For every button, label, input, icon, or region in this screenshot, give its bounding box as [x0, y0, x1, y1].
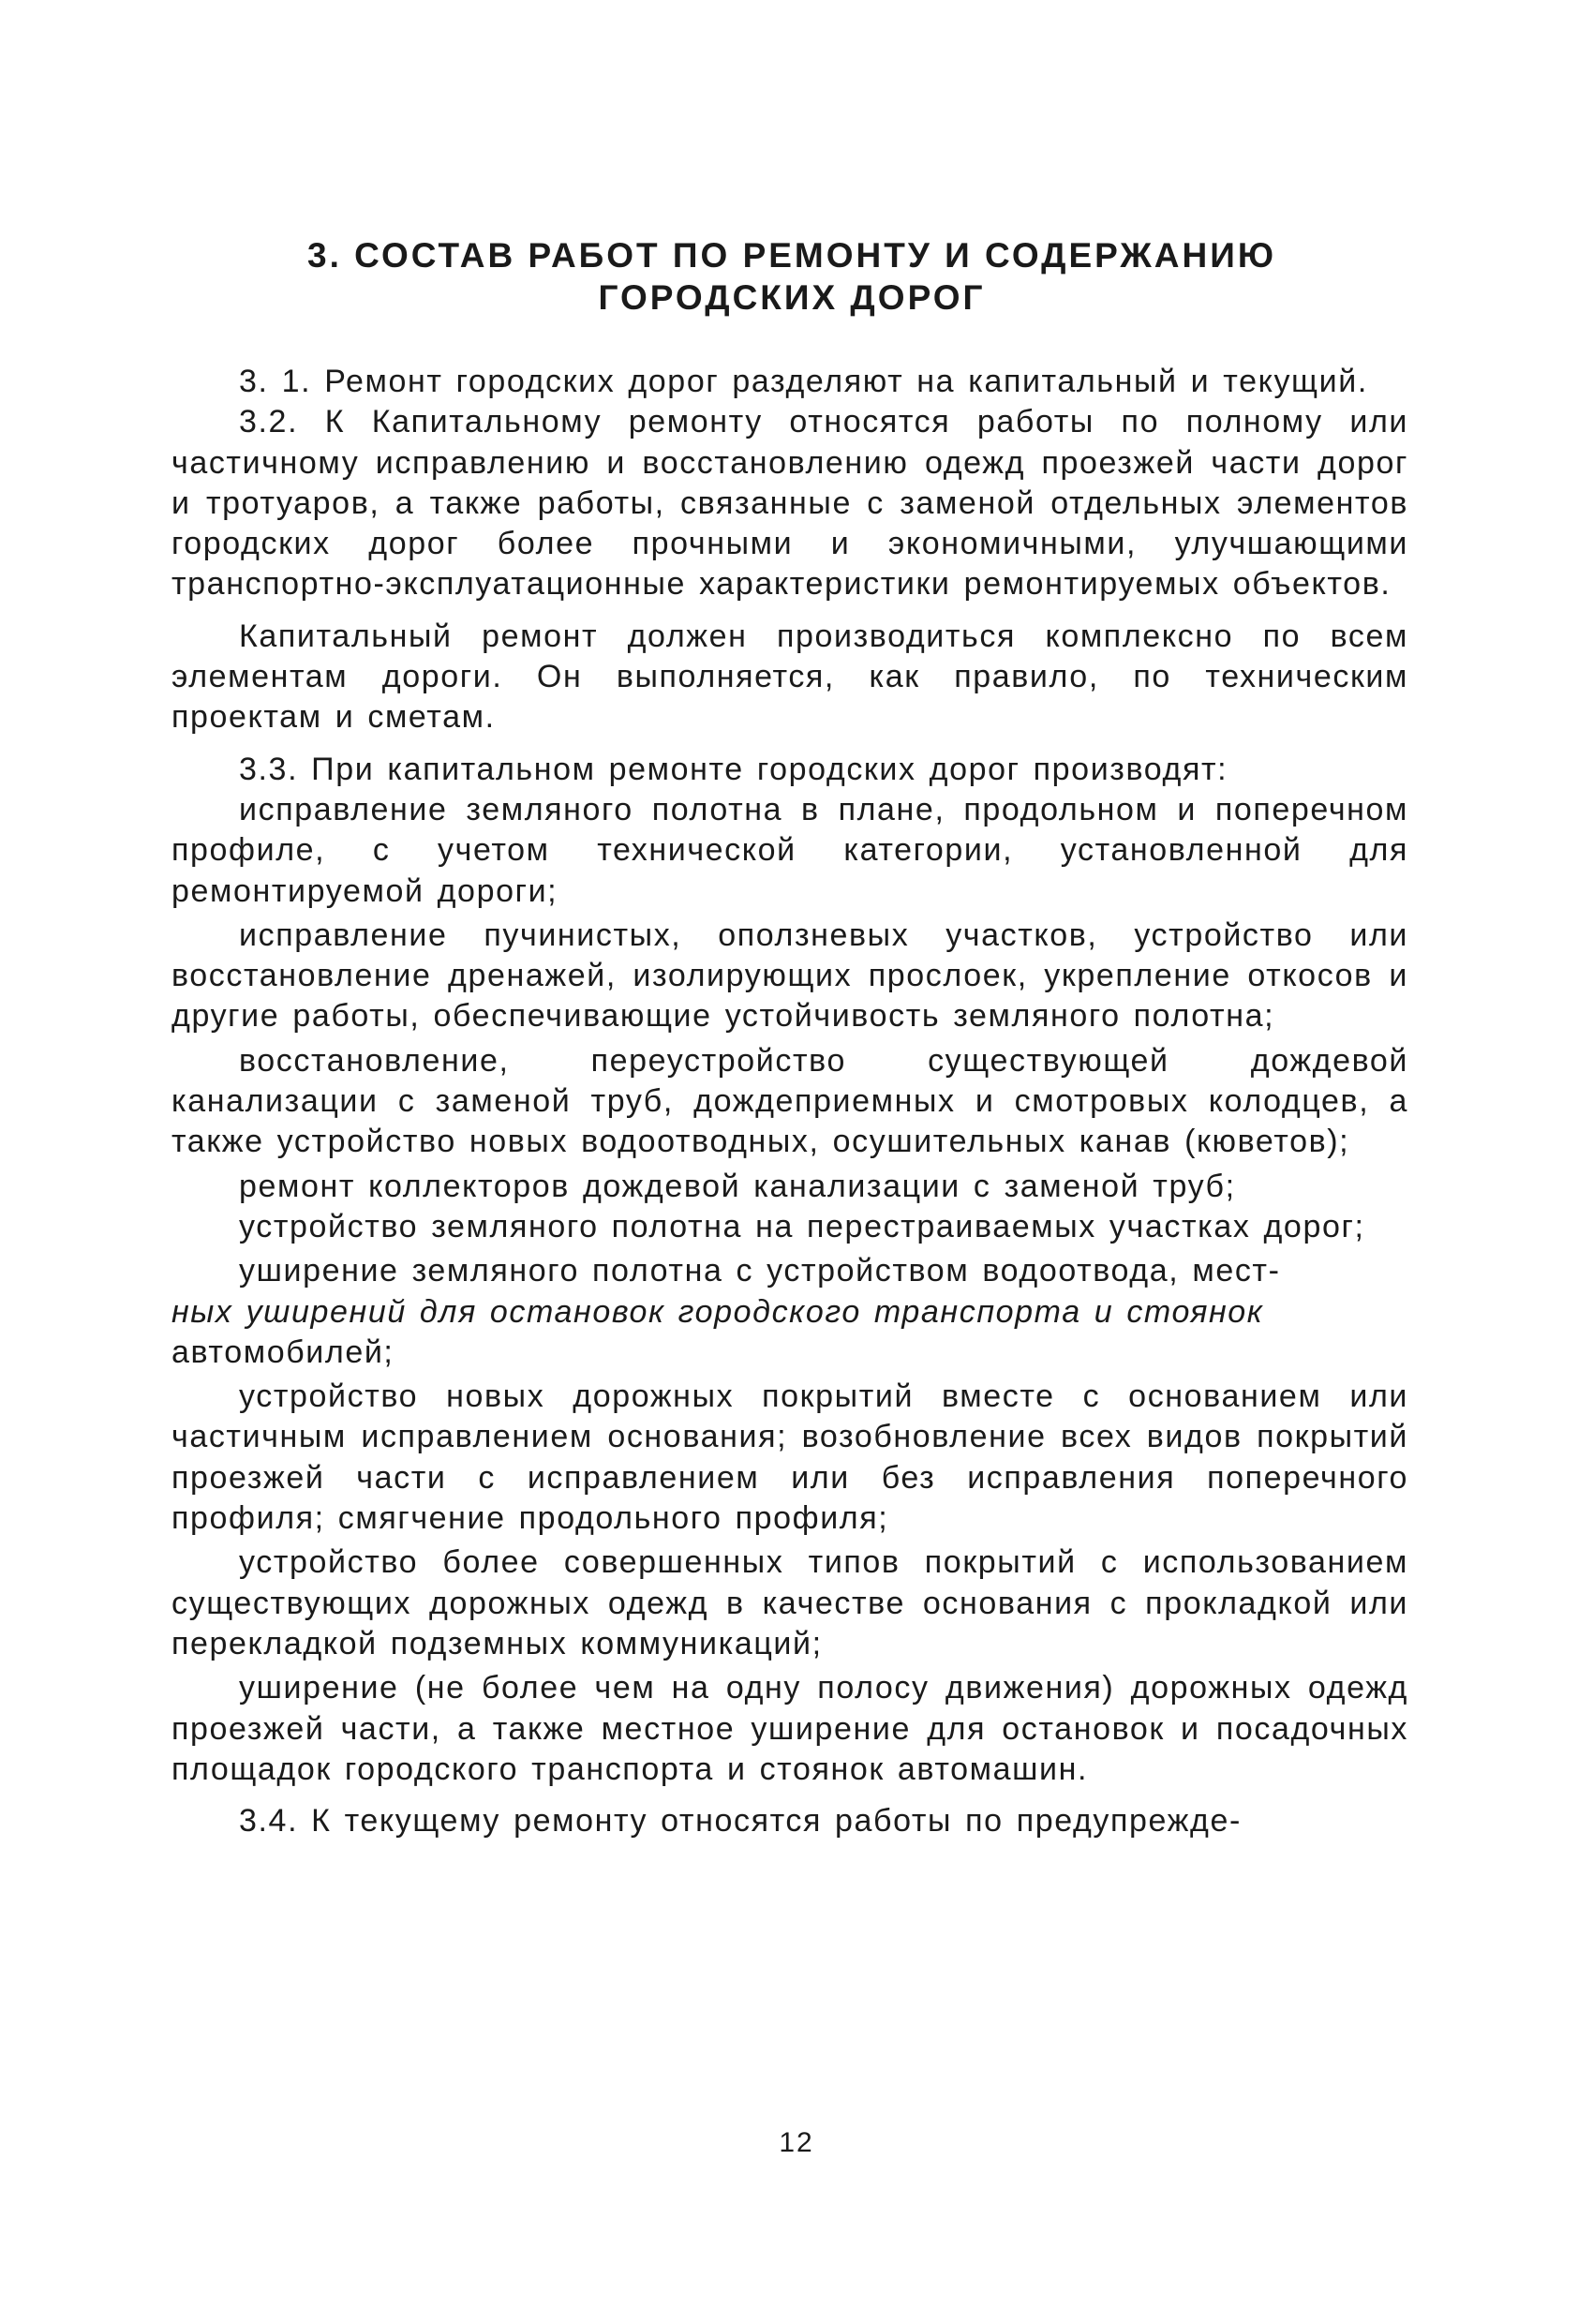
list-item-widening — [171, 1251, 1408, 1373]
list-item: исправление пучинистых, оползневых участков, устройство или восстановление дренажей, изолирующих прослоек, укрепление откосов и другие работы, обеспечивающие устойчивость земляного полотна; — [171, 916, 1408, 1035]
paragraph-capital-repair: Капитальный ремонт должен производиться комплексно по всем элементам дороги. Он выполняется, как правило, по техническим проектам и сметам. — [171, 618, 1408, 736]
paragraph-3-4: 3.4. К текущему ремонту относятся работы по предупрежде- — [239, 1803, 1242, 1840]
page-number: 12 — [779, 2127, 814, 2158]
list-item: ремонт коллекторов дождевой канализации с заменой труб; — [239, 1168, 1236, 1204]
list-item: устройство новых дорожных покрытий вместе с основанием или частичным исправлением основания; возобновление всех видов покрытий проезжей части с исправлением или без исправления поперечного профиля; смягчение продольного профиля; — [171, 1378, 1408, 1537]
section-heading — [169, 234, 1415, 319]
list-item: восстановление, переустройство существующей дождевой канализации с заменой труб, дождеприемных и смотровых колодцев, а также устройство новых водоотводных, осушительных канав (кюветов); — [171, 1042, 1408, 1160]
paragraph-3-2: 3.2. К Капитальному ремонту относятся работы по полному или частичному исправлению и восстановлению одежд проезжей части дорог и тротуаров, а также работы, связанные с заменой отдельных элементов городских дорог более прочными и экономичными, улучшающими транспортно-эксплуатационные характеристики ремонтируемых объектов. — [171, 404, 1408, 603]
list-item: устройство земляного полотна на перестраиваемых участках дорог; — [239, 1208, 1365, 1244]
list-item: уширение (не более чем на одну полосу движения) дорожных одежд проезжей части, а также местное уширение для остановок и посадочных площадок городского транспорта и стоянок автомашин. — [171, 1670, 1408, 1787]
section-heading-line-2: ГОРОДСКИХ ДОРОГ — [598, 278, 986, 317]
body-text — [171, 362, 1408, 1841]
list-item-widening-part-3: автомобилей; — [171, 1333, 395, 1370]
list-item: исправление земляного полотна в плане, продольном и поперечном профиле, с учетом технической категории, установленной для ремонтируемой дороги; — [171, 791, 1408, 909]
list-item-widening-part-1: уширение земляного полотна с устройством водоотвода, мест- — [239, 1253, 1281, 1289]
list-item: устройство более совершенных типов покрытий с использованием существующих дорожных одежд в качестве основания с прокладкой или перекладкой подземных коммуникаций; — [171, 1544, 1408, 1661]
paragraph-3-3: 3.3. При капитальном ремонте городских дорог производят: — [239, 751, 1228, 787]
list-item-widening-part-2: ных уширений для остановок городского транспорта и стоянок — [171, 1293, 1264, 1330]
section-heading-line-1: 3. СОСТАВ РАБОТ ПО РЕМОНТУ И СОДЕРЖАНИЮ — [307, 236, 1276, 275]
paragraph-3-1: 3. 1. Ремонт городских дорог разделяют на капитальный и текущий. — [239, 364, 1368, 399]
